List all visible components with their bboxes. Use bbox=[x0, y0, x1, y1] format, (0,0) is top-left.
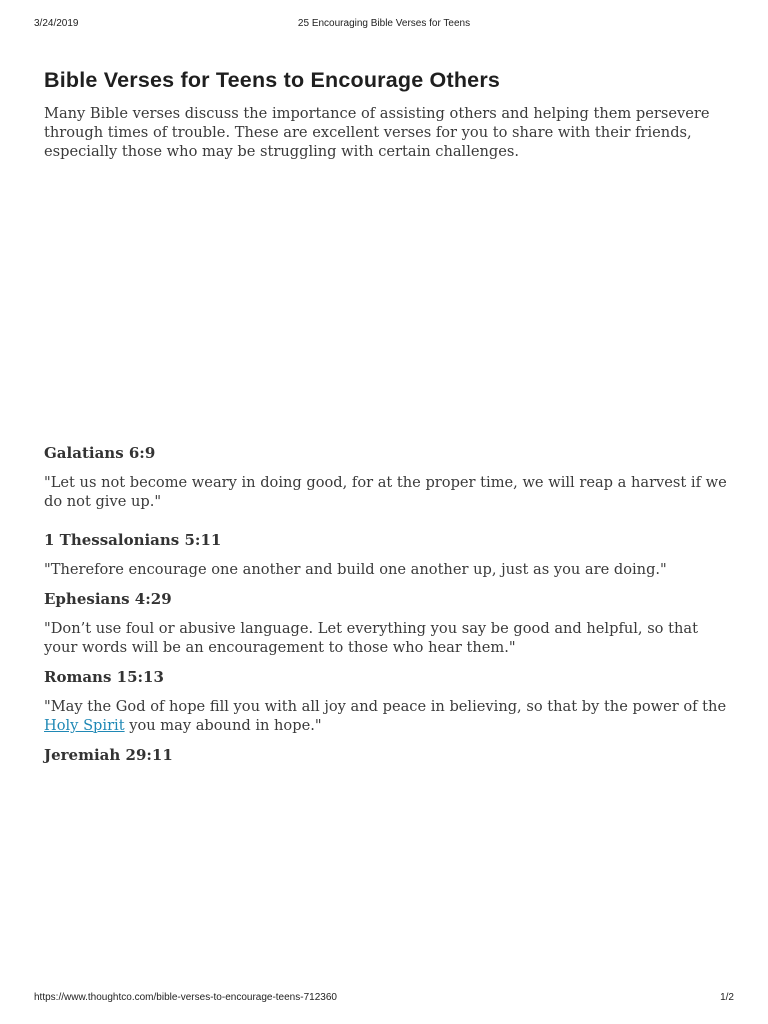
holy-spirit-link[interactable]: Holy Spirit bbox=[44, 717, 125, 734]
page-number: 1/2 bbox=[720, 992, 734, 1003]
verse-text-ephesians: "Don’t use foul or abusive language. Let everything you say be good and helpful, so that your words will be an encouragement to those who hear them." bbox=[44, 620, 698, 656]
verse-reference-ephesians: Ephesians 4:29 bbox=[44, 590, 172, 608]
article-intro: Many Bible verses discuss the importance of assisting others and helping them persevere through times of trouble. These are excellent verses for you to share with their friends, especially those who may be struggling with certain challenges. bbox=[44, 105, 710, 160]
print-footer bbox=[34, 992, 734, 1006]
verse-reference-romans: Romans 15:13 bbox=[44, 668, 164, 686]
verse-reference-thessalonians: 1 Thessalonians 5:11 bbox=[44, 531, 222, 549]
verse-reference-galatians: Galatians 6:9 bbox=[44, 444, 156, 462]
verse-reference-jeremiah: Jeremiah 29:11 bbox=[44, 746, 173, 764]
verse-text-galatians: "Let us not become weary in doing good, for at the proper time, we will reap a harvest if we do not give up." bbox=[44, 474, 727, 510]
verse-text-romans-start: "May the God of hope fill you with all joy and peace in believing, so that by the power of the bbox=[44, 698, 727, 715]
print-header bbox=[34, 18, 734, 32]
print-url: https://www.thoughtco.com/bible-verses-to-encourage-teens-712360 bbox=[34, 992, 337, 1003]
print-date: 3/24/2019 bbox=[34, 18, 79, 29]
blank-image-area bbox=[44, 161, 734, 443]
article-content bbox=[44, 66, 734, 765]
verse-text-thessalonians: "Therefore encourage one another and build one another up, just as you are doing." bbox=[44, 561, 667, 578]
article-heading: Bible Verses for Teens to Encourage Others bbox=[44, 68, 501, 92]
print-page-title: 25 Encouraging Bible Verses for Teens bbox=[297, 18, 471, 29]
verse-text-romans bbox=[44, 697, 734, 735]
verse-text-romans-end: you may abound in hope." bbox=[124, 717, 322, 734]
